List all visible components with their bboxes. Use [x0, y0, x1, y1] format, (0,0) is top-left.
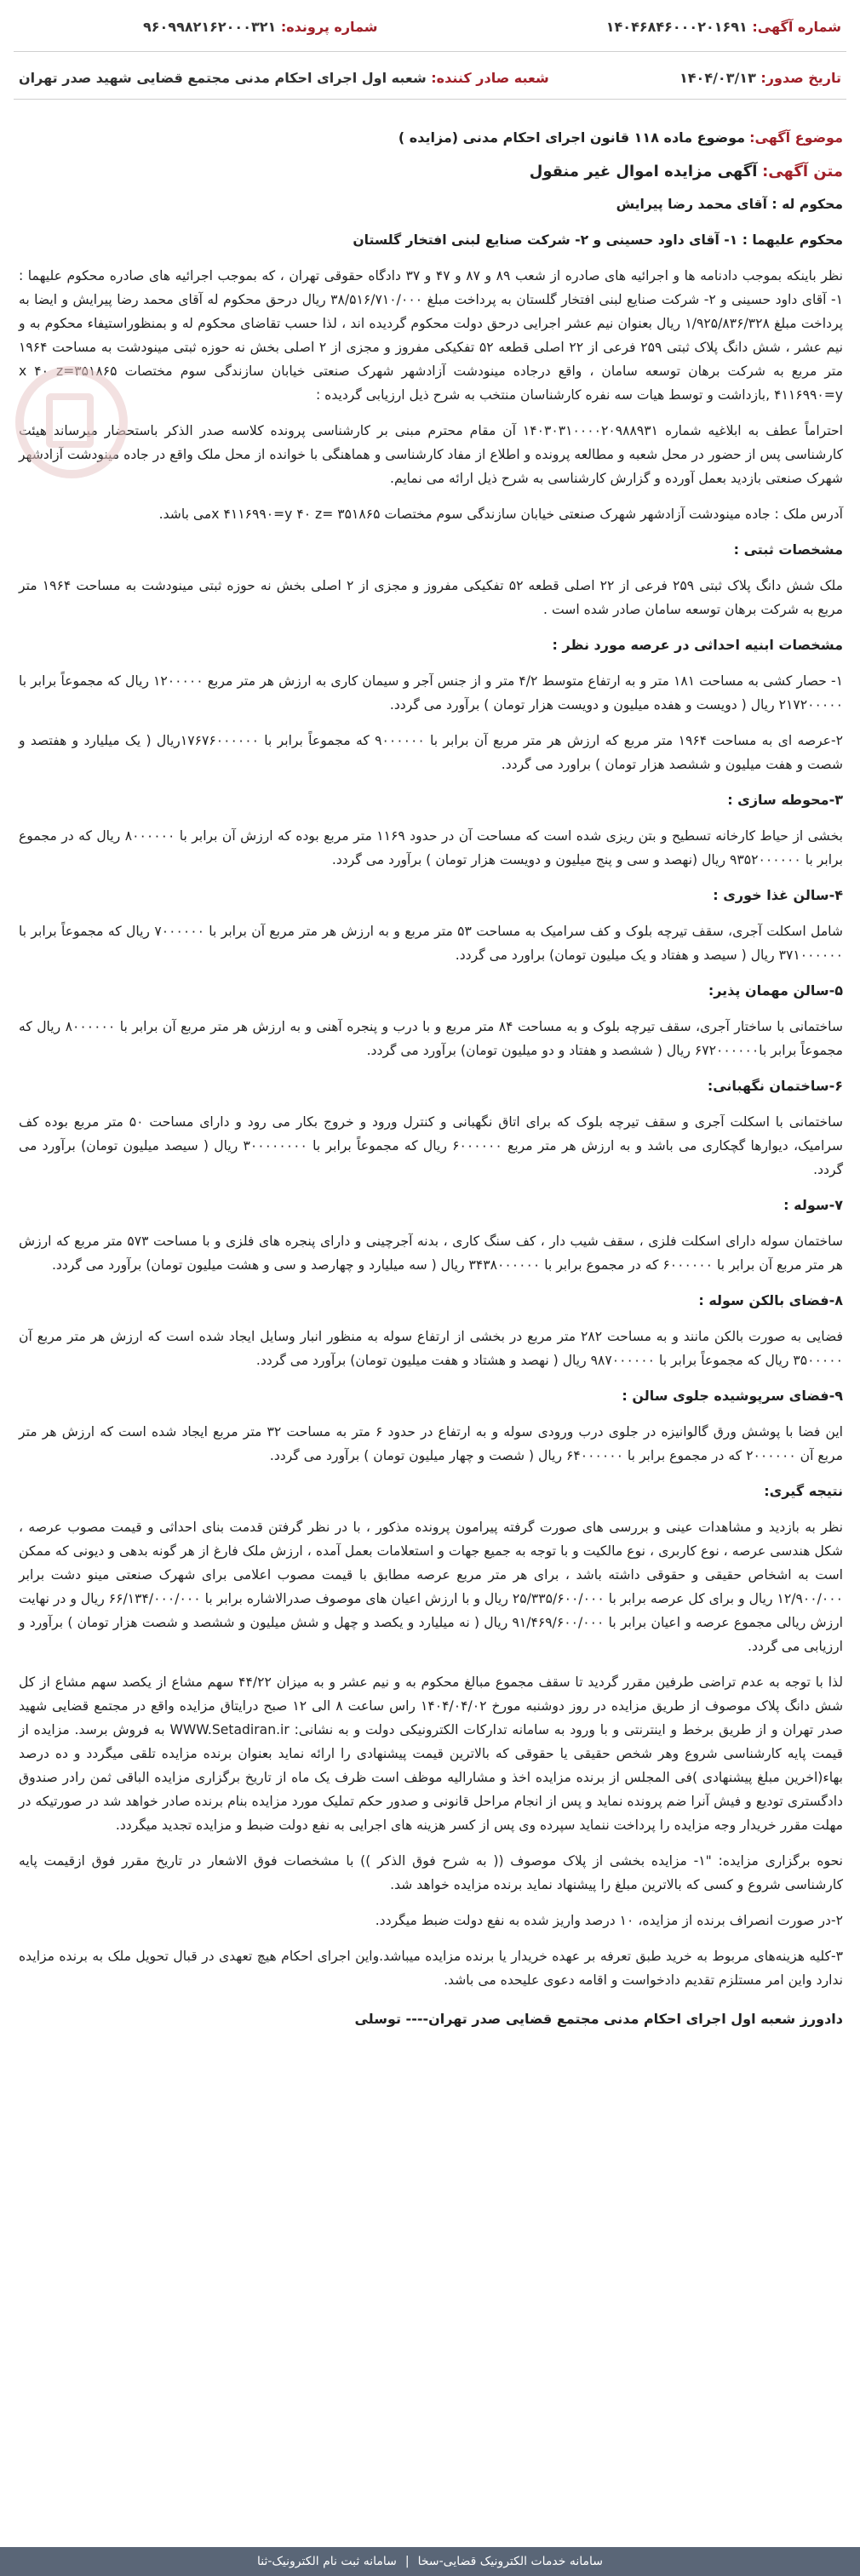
notice-body [0, 66, 860, 2027]
paragraph: نظر باینکه بموجب دادنامه ها و اجرائیه های صادره از شعب ۸۹ و ۸۷ و ۴۷ و ۳۷ دادگاه حقوقی تهران ، که بموجب اجرائیه های صادره محکوم علیهما : ۱- آقای داود حسینی و ۲- شرکت صنایع لبنی افتخار گلستان به پرداخت مبلغ ۳۸/۵۱۶/۷۱۰/۰۰۰ ریال درحق محکوم له آقای محمد رضا پیرایش و ایضا به پرداخت مبلغ ۱/۹۲۵/۸۳۶/۳۲۸ ریال بعنوان نیم عشر اجرایی درحق دولت محکوم گردیده اند ، لذا حسب تقاضای محکوم له و بمنظوراستیفاء محکوم به و نیم عشر ، شش دانگ پلاک ثبتی ۲۵۹ فرعی از ۲۲ اصلی قطعه ۵۲ تفکیکی مفروز و مجزی از ۲ اصلی بخش نه حوزه ثبتی مینودشت به مساحت ۱۹۶۴ متر مربع به شرکت برهان توسعه سامان ، واقع درجاده مینودشت آزادشهر شهرک صنعتی خیابان سازندگی سوم مختصات ۳۵۱۸۶۵=x ۴۰ z ۴۱۱۶۹۹۰=y ,بازداشت و توسط هیات سه نفره کارشناسان منتخب به شرح ذیل ارزیابی گردیده : [19, 268, 844, 403]
section-heading: ۴-سالن غذا خوری : [713, 887, 843, 903]
notice-text-title: متن آگهی: آگهی مزایده اموال غیر منقول [529, 163, 843, 180]
footer-bar [0, 2547, 860, 2576]
section-heading: ۵-سالن مهمان پذیر: [708, 982, 843, 999]
paragraph: لذا با توجه به عدم تراضی طرفین مقرر گردید تا سقف مجموع مبالغ محکوم به و نیم عشر و به میزان ۴۴/۲۲ سهم مشاع از یکصد سهم مشاع از کل شش دانگ پلاک موصوف از طریق مزایده در روز دوشنبه مورخ ۱۴۰۴/۰۴/۰۲ راس ساعت ۸ الی ۱۲ صبح درایتاق مزایده واقع در مجتمع قضایی شهید صدر تهران و از طریق برخط و اینترنتی و با ورود به سامانه تدارکات الکترونیکی دولت و به نشانی: WWW.Setadiran.ir به فروش برسد. مزایده از قیمت پایه کارشناسی شروع وهر شخص حقیقی یا حقوقی که بالاترین قیمت پیشنهادی را ارائه نماید بعنوان برنده مزایده تلقی میگردد و ده درصد بهاء(اخرین مبلغ پیشنهادی )فی المجلس از برنده مزایده اخذ و مشارالیه موظف است ظرف یک ماه از تاریخ برگزاری مزایده الباقی ثمن رادر صندوق دادگستری تودیع و فیش آنرا ضم پرونده نماید و پس از انجام مراحل قانونی و صدور حکم تملیک مورد مزایده بنام برنده صادر خواهد شد در صورتیکه در مهلت مقرر خریدار وجه مزایده را پرداخت ننماید سپرده وی پس از کسر هزینه های اجرایی به نفع دولت ضبط و مزایده تجدید میگردد. [19, 1674, 844, 1833]
notice-number: شماره آگهی: ۱۴۰۴۶۸۴۶۰۰۰۲۰۱۶۹۱ [605, 19, 841, 35]
signature: دادورز شعبه اول اجرای احکام مدنی مجتمع قضایی صدر تهران---- توسلی [354, 2011, 843, 2027]
section-heading: ۳-محوطه سازی : [727, 792, 843, 808]
case-number: شماره پرونده: ۹۶۰۹۹۸۲۱۶۲۰۰۰۳۲۱ [143, 19, 378, 35]
paragraph: این فضا با پوشش ورق گالوانیزه در جلوی درب ورودی سوله و به ارتفاع در حدود ۶ متر به مساحت ۳۲ متر مربع ایجاد شده است که ارزش هر متر مربع آن ۲۰۰۰۰۰۰ که در مجموع برابر با ۶۴۰۰۰۰۰۰ ریال ( شصت و چهار میلیون تومان ) برآورد می گردد. [19, 1424, 843, 1463]
paragraph: ساختمانی با ساختار آجری، سقف تیرچه بلوک و به مساحت ۸۴ متر مربع و با درب و پنجره آهنی و به ارزش هر متر مربع آن برابر با ۸۰۰۰۰۰۰ ریال که مجموعاً برابر با۶۷۲۰۰۰۰۰۰ ریال ( ششصد و هفتاد و دو میلیون تومان) برآورد می گردد. [19, 1019, 843, 1058]
paragraph: احتراماً عطف به ابلاغیه شماره ۱۴۰۳۰۳۱۰۰۰۰۲۰۹۸۸۹۳۱ آن مقام محترم مبنی بر کارشناسی پرونده کلاسه صدر الذکر باستحضار میرساند هیئت کارشناسی پس از حضور در محل شعبه و مطالعه پرونده و اطلاع از مفاد کارشناسی و هماهنگی با خوانده از محل ملک واقع در جاده مینودشت آزادشهر شهرک صنعتی بازدید بعمل آورده و گزارش کارشناسی به شرح ذیل ارائه می نمایم. [19, 423, 844, 486]
section-heading: ۶-ساختمان نگهبانی: [707, 1078, 843, 1094]
paragraph: ساختمان سوله دارای اسکلت فلزی ، سقف شیب دار ، کف سنگ کاری ، بدنه آجرچینی و دارای پنجره های فلزی و با مساحت ۵۷۳ متر مربع که ارزش هر متر مربع آن برابر با ۶۰۰۰۰۰۰ که در مجموع برابر با ۳۴۳۸۰۰۰۰۰۰ ریال ( سه میلیارد و چهارصد و سی و هشت میلیون تومان) برآورد می گردد. [19, 1234, 843, 1273]
section-heading: نتیجه گیری: [764, 1483, 843, 1499]
issuing-branch: شعبه صادر کننده: شعبه اول اجرای احکام مدنی مجتمع قضایی شهید صدر تهران [19, 70, 549, 86]
paragraph: ۲-عرصه ای به مساحت ۱۹۶۴ متر مربع که ارزش هر متر مربع آن برابر با ۹۰۰۰۰۰۰ که مجموعاً برابر با ۱۷۶۷۶۰۰۰۰۰۰ریال ( یک میلیارد و هفتصد و شصت و هفت میلیون و ششصد هزار تومان ) براورد می گردد. [19, 733, 843, 772]
paragraph: نظر به بازدید و مشاهدات عینی و بررسی های صورت گرفته پیرامون پرونده مذکور ، با در نظر گرفتن قدمت بنای احداثی و قیمت مصوب عرصه ، شکل هندسی عرصه ، نوع کاربری ، نوع مالکیت و با توجه به جمیع جهات و استعلامات بعمل آمده ، ارزش ملک فارغ از هر گونه بدهی و دیونی که ممکن است به اشخاص حقیقی و حقوقی داشته باشد ، برای هر متر مربع عرصه مطابق با قیمت مصوب اعلامی برای شهرک صنعتی مینو دشت برابر ۱۲/۹۰۰/۰۰۰ ریال و برای کل عرصه برابر با ۲۵/۳۳۵/۶۰۰/۰۰۰ ریال و با ارزش اعیان های موصوف صدرالاشاره برابر با ۶۶/۱۳۴/۰۰۰/۰۰۰ ریال و در نهایت ارزش ریالی مجموع عرصه و اعیان برابر با ۹۱/۴۶۹/۶۰۰/۰۰۰ ریال ( نه میلیارد و یکصد و چهل و شش میلیون و ششصد و شصت هزار تومان ) برآورد و ارزیابی می گردد. [19, 1520, 843, 1654]
paragraph: محکوم له : آقای محمد رضا پیرایش [616, 197, 843, 212]
paragraph: ۲-در صورت انصراف برنده از مزایده، ۱۰ درصد واریز شده به نفع دولت ضبط میگردد. [375, 1913, 843, 1928]
notice-subject: موضوع آگهی: موضوع ماده ۱۱۸ قانون اجرای احکام مدنی (مزایده ) [398, 129, 843, 146]
paragraph: ۳-کلیه هزینه‌های مربوط به خرید طبق تعرفه بر عهده خریدار یا برنده مزایده میباشد.واین اجرای احکام هیچ تعهدی در قبال تحویل ملک به برنده مزایده ندارد واین امر مستلزم تقدیم دادخواست و اقامه دعوی علیحده می باشد. [19, 1949, 843, 1988]
section-heading: مشخصات ابنیه احداثی در عرصه مورد نظر : [552, 637, 843, 653]
divider [14, 99, 846, 100]
paragraph: ساختمانی با اسکلت آجری و سقف تیرچه بلوک که برای اتاق نگهبانی و کنترل ورود و خروج بکار می رود و دارای مساحت ۵۰ متر مربع بوده کف سرامیک، دیوارها گچکاری می باشد و به ارزش هر متر مربع ۶۰۰۰۰۰۰ ریال که مجموعاً برابر با ۳۰۰۰۰۰۰۰۰ ریال ( سیصد میلیون تومان) برآورد می گردد. [19, 1114, 843, 1177]
watermark-logo [15, 366, 128, 478]
section-heading: ۹-فضای سرپوشیده جلوی سالن : [622, 1388, 843, 1404]
footer-link-sakha[interactable]: سامانه خدمات الکترونیک قضایی-سخا [417, 2555, 604, 2568]
footer-separator: | [404, 2555, 410, 2568]
paragraph: شامل اسکلت آجری، سقف تیرچه بلوک و کف سرامیک به مساحت ۵۳ متر مربع و به ارزش هر متر مربع آن برابر با ۷۰۰۰۰۰۰ ریال که مجموعاً برابر با ۳۷۱۰۰۰۰۰۰ ریال ( سیصد و هفتاد و یک میلیون تومان) براورد می گردد. [19, 924, 843, 963]
paragraph: فضایی به صورت بالکن مانند و به مساحت ۲۸۲ متر مربع در بخشی از ارتفاع سوله به منظور انبار وسایل ایجاد شده است که ارزش هر متر مربع آن ۳۵۰۰۰۰۰ ریال که مجموعاً برابر با ۹۸۷۰۰۰۰۰۰ ریال ( نهصد و هشتاد و هفت میلیون تومان) برآورد می گردد. [19, 1329, 843, 1368]
footer-link-sana[interactable]: سامانه ثبت نام الکترونیک-ثنا [256, 2555, 397, 2568]
paragraph: بخشی از حیاط کارخانه تسطیح و بتن ریزی شده است که مساحت آن در حدود ۱۱۶۹ متر مربع بوده که ارزش آن برابر با ۸۰۰۰۰۰۰ ریال که در مجموع برابر با ۹۳۵۲۰۰۰۰۰۰ ریال (نهصد و سی و پنج میلیون و دویست هزار تومان ) برآورد می گردد. [19, 828, 843, 867]
section-heading: ۸-فضای بالکن سوله : [698, 1292, 843, 1308]
issue-date: تاریخ صدور: ۱۴۰۴/۰۳/۱۳ [679, 70, 841, 86]
paragraph: نحوه برگزاری مزایده: "۱- مزایده بخشی از پلاک موصوف (( به شرح فوق الذکر )) با مشخصات فوق الاشعار در تاریخ مقرر فوق ازقیمت پایه کارشناسی شروع و کسی که بالاترین مبلغ را پیشنهاد نماید برنده مزایده خواهد شد. [19, 1853, 843, 1892]
paragraph: محکوم علیهما : ۱- آقای داود حسینی و ۲- شرکت صنایع لبنی افتخار گلستان [353, 232, 843, 248]
paragraph: ۱- حصار کشی به مساحت ۱۸۱ متر و به ارتفاع متوسط ۴/۲ متر و از جنس آجر و سیمان کاری به ارزش هر متر مربع ۱۲۰۰۰۰۰ ریال که مجموعاً برابر با ۲۱۷۲۰۰۰۰۰ ریال ( دویست و هفده میلیون و دویست هزار تومان ) برآورد می گردد. [19, 673, 843, 713]
divider [14, 51, 846, 52]
paragraph: آدرس ملک : جاده مینودشت آزادشهر شهرک صنعتی خیابان سازندگی سوم مختصات ۳۵۱۸۶۵ =x ۴۱۱۶۹۹۰=y ۴۰ zمی باشد. [158, 507, 843, 522]
paragraph: ملک شش دانگ پلاک ثبتی ۲۵۹ فرعی از ۲۲ اصلی قطعه ۵۲ تفکیکی مفروز و مجزی از ۲ اصلی بخش نه حوزه ثبتی مینودشت به مساحت ۱۹۶۴ متر مربع به شرکت برهان توسعه سامان صادر شده است . [19, 578, 843, 617]
section-heading: مشخصات ثبتی : [733, 541, 843, 558]
notice-header [0, 0, 860, 86]
section-heading: ۷-سوله : [783, 1197, 843, 1213]
